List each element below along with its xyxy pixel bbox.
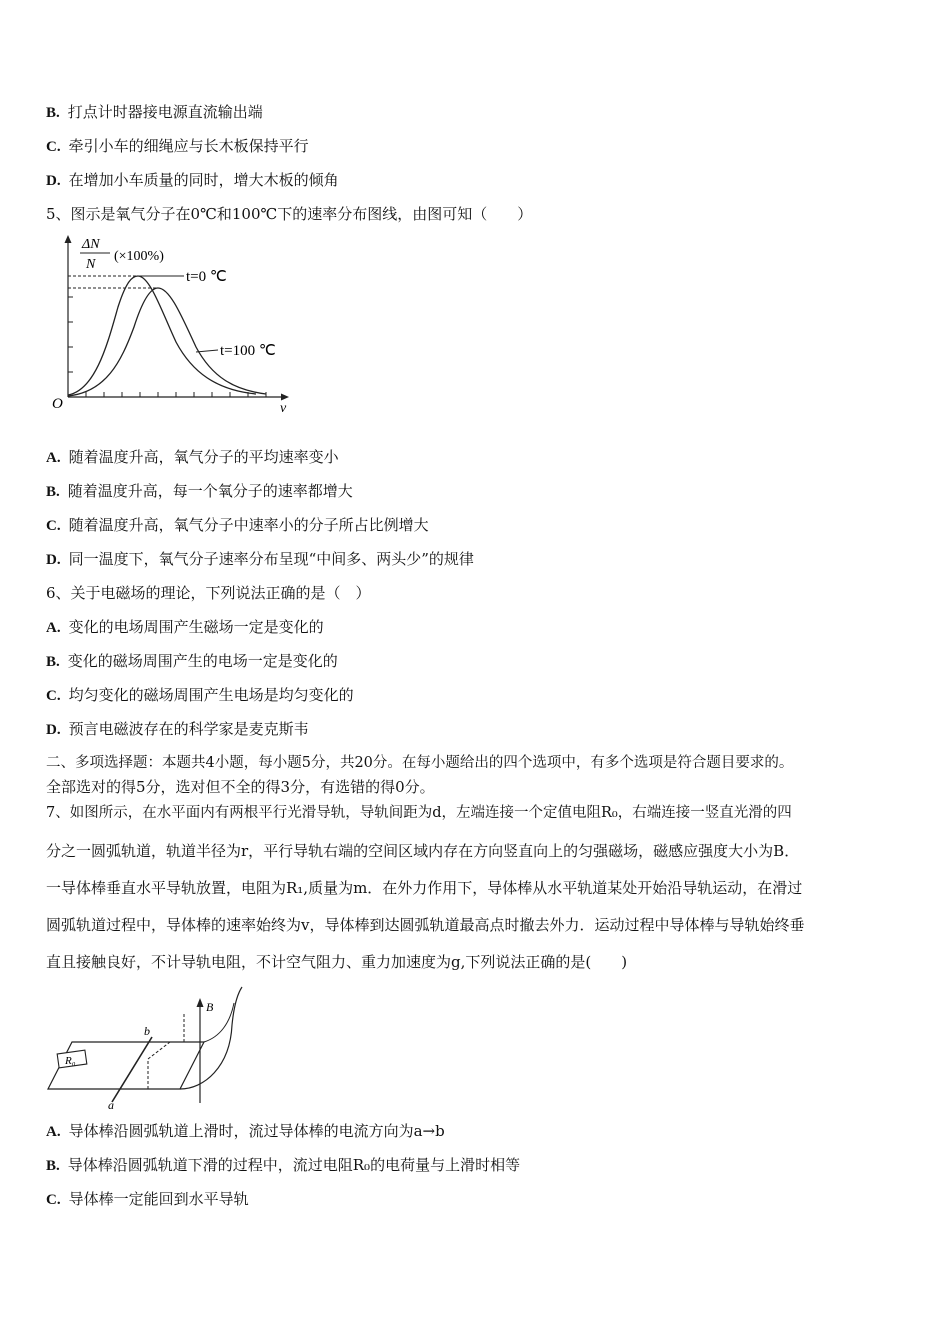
q5-option-d (46, 549, 474, 570)
q6-option-b (46, 651, 338, 672)
option-text: 在增加小车质量的同时，增大木板的倾角 (68, 171, 339, 189)
option-letter: A. (46, 1124, 61, 1140)
option-letter: B. (46, 654, 60, 670)
q5-option-b (46, 481, 353, 502)
curve-100c (68, 288, 266, 396)
option-letter: D. (46, 173, 61, 189)
option-letter: C. (46, 688, 61, 704)
q4-option-b (46, 102, 263, 123)
option-text: 随着温度升高，氧气分子的平均速率变小 (68, 448, 339, 466)
x-ticks (86, 392, 266, 397)
option-letter: A. (46, 450, 61, 466)
option-text: 同一温度下，氧气分子速率分布呈现“中间多、两头少”的规律 (68, 550, 474, 568)
q6-option-c (46, 685, 354, 706)
option-text: 随着温度升高，氧气分子中速率小的分子所占比例增大 (68, 516, 429, 534)
option-text: 变化的电场周围产生磁场一定是变化的 (68, 618, 324, 636)
q6-option-d (46, 719, 309, 740)
curve-0c-label: t=0 ℃ (186, 269, 227, 285)
section2-line1: 二、多项选择题：本题共4小题，每小题5分，共20分。在每小题给出的四个选项中，有多个选项是符合题目要求的。 (46, 755, 794, 771)
option-text: 导体棒沿圆弧轨道上滑时，流过导体棒的电流方向为a→b (68, 1122, 445, 1140)
option-text: 随着温度升高，每一个氧分子的速率都增大 (67, 482, 353, 500)
field-arrow-icon (197, 998, 204, 1007)
option-letter: A. (46, 620, 61, 636)
q7-option-c (46, 1189, 249, 1210)
option-text: 导体棒一定能回到水平导轨 (68, 1190, 249, 1208)
option-letter: B. (46, 484, 60, 500)
q7-line2: 分之一圆弧轨道，轨道半径为r，平行导轨右端的空间区域内存在方向竖直向上的匀强磁场，磁感应强度大小为B． (46, 842, 800, 860)
q5-stem: 5、图示是氧气分子在0℃和100℃下的速率分布图线，由图可知（ ） (46, 205, 533, 223)
q4-option-d (46, 170, 339, 191)
q7-rail-diagram (44, 985, 254, 1110)
option-text: 均匀变化的磁场周围产生电场是均匀变化的 (68, 686, 354, 704)
q7-line1: 7、如图所示，在水平面内有两根平行光滑导轨，导轨间距为d，左端连接一个定值电阻R₀，右端连接一竖直光滑的四 (46, 805, 792, 821)
option-letter: B. (46, 1158, 60, 1174)
rod-end-b-label: b (144, 1024, 150, 1038)
q7-line5: 直且接触良好，不计导轨电阻，不计空气阻力、重力加速度为g,下列说法正确的是( ) (46, 953, 628, 971)
option-text: 牵引小车的细绳应与长木板保持平行 (68, 137, 309, 155)
q5-speed-distribution-graph (46, 232, 306, 422)
section2-line2: 全部选对的得5分，选对但不全的得3分，有选错的得0分。 (46, 778, 435, 796)
q7-line3: 一导体棒垂直水平导轨放置，电阻为R₁,质量为m．在外力作用下，导体棒从水平轨道某处开始沿导轨运动，在滑过 (46, 879, 803, 897)
y-ticks (68, 297, 73, 372)
option-letter: C. (46, 139, 61, 155)
field-label: B (206, 1000, 214, 1014)
option-text: 导体棒沿圆弧轨道下滑的过程中，流过电阻R₀的电荷量与上滑时相等 (67, 1156, 521, 1174)
curve-100c-label: t=100 ℃ (220, 343, 276, 359)
x-axis-arrow-icon (281, 394, 289, 401)
q7-line4: 圆弧轨道过程中，导体棒的速率始终为v，导体棒到达圆弧轨道最高点时撤去外力．运动过程中导体棒与导轨始终垂 (46, 916, 805, 934)
q5-option-a (46, 447, 339, 468)
q5-option-c (46, 515, 429, 536)
resistor-label: R₀ (65, 1055, 76, 1067)
rod-end-a-label: a (108, 1098, 114, 1112)
q6-stem: 6、关于电磁场的理论，下列说法正确的是（ ） (46, 584, 371, 602)
option-text: 预言电磁波存在的科学家是麦克斯韦 (68, 720, 309, 738)
option-letter: C. (46, 1192, 61, 1208)
option-letter: D. (46, 722, 61, 738)
q6-option-a (46, 617, 324, 638)
y-label-denominator: N (86, 257, 96, 272)
y-label-numerator: ΔN (82, 237, 100, 252)
label-pointer-100c (196, 350, 218, 352)
q7-option-b (46, 1155, 520, 1176)
curve-0c (68, 276, 256, 395)
option-text: 变化的磁场周围产生的电场一定是变化的 (67, 652, 338, 670)
origin-label: O (52, 396, 63, 412)
arc-dashed-top (148, 1042, 170, 1059)
option-letter: C. (46, 518, 61, 534)
q4-option-c (46, 136, 309, 157)
option-letter: B. (46, 105, 60, 121)
conductor-rod (112, 1037, 152, 1102)
y-axis-arrow-icon (65, 235, 72, 243)
option-letter: D. (46, 552, 61, 568)
option-text: 打点计时器接电源直流输出端 (67, 103, 263, 121)
y-label-unit: (×100%) (114, 249, 164, 264)
q7-option-a (46, 1121, 445, 1142)
x-axis-label: v (280, 401, 287, 416)
